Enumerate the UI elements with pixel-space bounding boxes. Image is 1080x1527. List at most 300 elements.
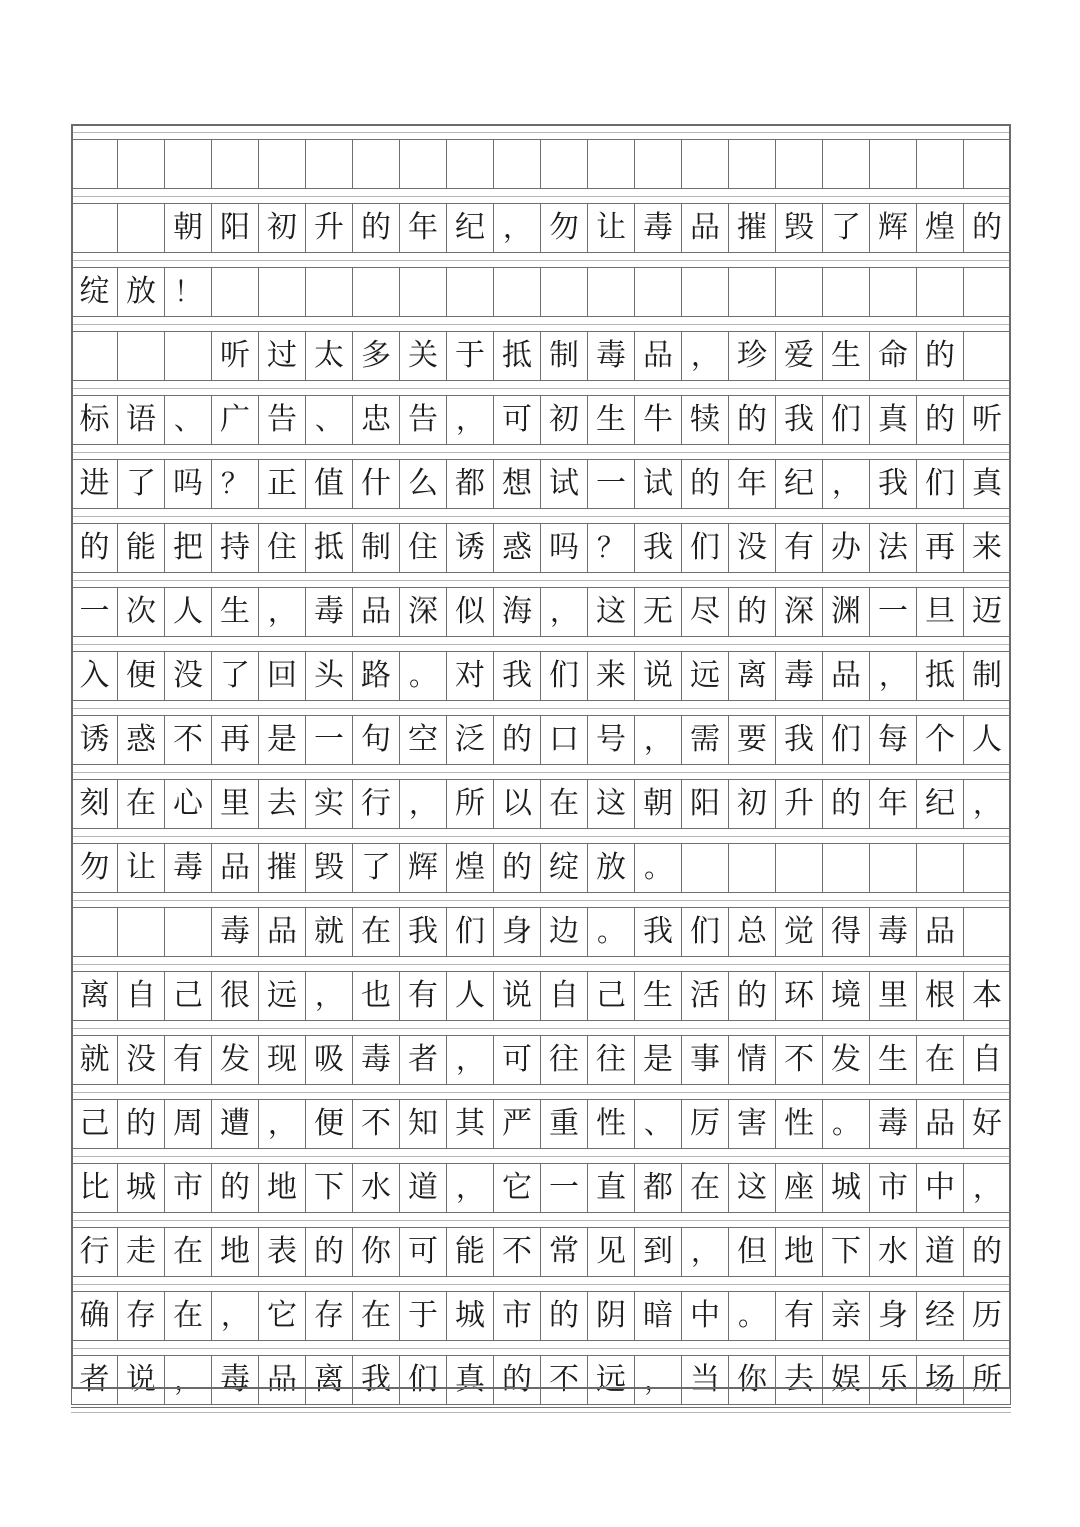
grid-cell: 我 (400, 908, 447, 956)
grid-cell: 其 (447, 1100, 494, 1148)
grid-cell: 们 (823, 716, 870, 764)
grid-cell: 再 (212, 716, 259, 764)
grid-cell: 直 (588, 1164, 635, 1212)
grid-cell (870, 140, 917, 188)
grid-cell: 勿 (71, 844, 118, 892)
grid-cell: ， (964, 780, 1011, 828)
grid-row (71, 396, 1011, 444)
grid-cell: 。 (729, 1292, 776, 1340)
grid-cell: 在 (353, 1292, 400, 1340)
grid-cell (823, 140, 870, 188)
grid-cell: 这 (588, 588, 635, 636)
grid-cell: 害 (729, 1100, 776, 1148)
grid-cell: 不 (353, 1100, 400, 1148)
grid-cell: 有 (776, 1292, 823, 1340)
grid-cell: 往 (541, 1036, 588, 1084)
row-divider (71, 316, 1011, 332)
grid-cell: 回 (259, 652, 306, 700)
grid-cell (447, 140, 494, 188)
grid-cell: 惑 (494, 524, 541, 572)
grid-cell: 头 (306, 652, 353, 700)
grid-cell: 我 (870, 460, 917, 508)
grid-cell (259, 268, 306, 316)
grid-cell: 刻 (71, 780, 118, 828)
grid-cell: 严 (494, 1100, 541, 1148)
grid-cell: 觉 (776, 908, 823, 956)
grid-cell: 抵 (494, 332, 541, 380)
grid-cell: 朝 (635, 780, 682, 828)
grid-cell: 没 (729, 524, 776, 572)
grid-cell: 可 (494, 396, 541, 444)
grid-cell: 没 (118, 1036, 165, 1084)
grid-cell: 初 (541, 396, 588, 444)
grid-cell (682, 268, 729, 316)
grid-cell: 在 (165, 1292, 212, 1340)
grid-cell: 都 (447, 460, 494, 508)
row-divider (71, 1340, 1011, 1356)
grid-cell: 当 (682, 1356, 729, 1404)
grid-cell: 次 (118, 588, 165, 636)
grid-cell: 。 (635, 844, 682, 892)
grid-row (71, 780, 1011, 828)
grid-cell: 得 (823, 908, 870, 956)
grid-cell: ， (682, 1228, 729, 1276)
grid-cell: 们 (541, 652, 588, 700)
grid-cell: 命 (870, 332, 917, 380)
grid-cell: 乐 (870, 1356, 917, 1404)
grid-cell: 年 (729, 460, 776, 508)
grid-cell: 城 (447, 1292, 494, 1340)
grid-cell (635, 268, 682, 316)
grid-cell: 于 (400, 1292, 447, 1340)
grid-cell: 泛 (447, 716, 494, 764)
grid-cell: 行 (353, 780, 400, 828)
grid-cell: 事 (682, 1036, 729, 1084)
grid-cell: 存 (118, 1292, 165, 1340)
grid-cell: 绽 (541, 844, 588, 892)
grid-cell: 要 (729, 716, 776, 764)
row-divider (71, 828, 1011, 844)
grid-cell: 牛 (635, 396, 682, 444)
grid-cell: 的 (682, 460, 729, 508)
grid-cell: 的 (917, 396, 964, 444)
grid-cell: ？ (588, 524, 635, 572)
grid-cell: 煌 (447, 844, 494, 892)
grid-cell: 似 (447, 588, 494, 636)
grid-cell: 活 (682, 972, 729, 1020)
grid-cell: 犊 (682, 396, 729, 444)
grid-cell: 亲 (823, 1292, 870, 1340)
grid-cell (165, 332, 212, 380)
grid-cell: 听 (964, 396, 1011, 444)
grid-cell: 入 (71, 652, 118, 700)
grid-cell (494, 140, 541, 188)
grid-cell: 你 (729, 1356, 776, 1404)
row-divider (71, 444, 1011, 460)
grid-cell: 在 (541, 780, 588, 828)
grid-cell: 到 (635, 1228, 682, 1276)
grid-cell: 见 (588, 1228, 635, 1276)
grid-cell: 生 (823, 332, 870, 380)
grid-cell: 的 (306, 1228, 353, 1276)
row-divider (71, 188, 1011, 204)
grid-cell (118, 332, 165, 380)
grid-cell: 口 (541, 716, 588, 764)
grid-cell (823, 844, 870, 892)
grid-cell: 太 (306, 332, 353, 380)
grid-cell: 娱 (823, 1356, 870, 1404)
grid-cell: 让 (118, 844, 165, 892)
grid-cell (118, 908, 165, 956)
grid-cell (118, 140, 165, 188)
grid-cell: 这 (588, 780, 635, 828)
grid-row (71, 1100, 1011, 1148)
grid-cell: 心 (165, 780, 212, 828)
row-divider (71, 572, 1011, 588)
grid-cell (776, 268, 823, 316)
grid-cell: 制 (964, 652, 1011, 700)
grid-cell: 远 (588, 1356, 635, 1404)
grid-cell: 吗 (541, 524, 588, 572)
grid-cell: 的 (71, 524, 118, 572)
grid-cell: 句 (353, 716, 400, 764)
grid-cell: 需 (682, 716, 729, 764)
grid-cell: 根 (917, 972, 964, 1020)
grid-cell: 城 (823, 1164, 870, 1212)
grid-cell: 自 (964, 1036, 1011, 1084)
grid-cell: 法 (870, 524, 917, 572)
grid-cell: 道 (400, 1164, 447, 1212)
grid-cell (71, 204, 118, 252)
grid-cell: 实 (306, 780, 353, 828)
grid-cell: 现 (259, 1036, 306, 1084)
grid-cell: 的 (118, 1100, 165, 1148)
grid-cell: 说 (118, 1356, 165, 1404)
grid-cell (165, 140, 212, 188)
grid-cell: 、 (306, 396, 353, 444)
grid-cell: 你 (353, 1228, 400, 1276)
grid-cell (870, 844, 917, 892)
grid-cell: 市 (494, 1292, 541, 1340)
grid-row (71, 972, 1011, 1020)
grid-cell (212, 268, 259, 316)
grid-cell: 去 (259, 780, 306, 828)
grid-cell: 不 (776, 1036, 823, 1084)
grid-cell: 它 (494, 1164, 541, 1212)
grid-cell: 来 (964, 524, 1011, 572)
grid-row (71, 1036, 1011, 1084)
grid-cell: 总 (729, 908, 776, 956)
grid-cell: 在 (353, 908, 400, 956)
grid-cell: ， (682, 332, 729, 380)
grid-cell: 们 (917, 460, 964, 508)
grid-cell: 每 (870, 716, 917, 764)
grid-cell: 。 (400, 652, 447, 700)
grid-cell (71, 140, 118, 188)
grid-cell (729, 268, 776, 316)
grid-cell: 境 (823, 972, 870, 1020)
grid-cell: 毒 (306, 588, 353, 636)
grid-cell: ， (541, 588, 588, 636)
grid-cell: 不 (165, 716, 212, 764)
grid-cell: 忠 (353, 396, 400, 444)
grid-cell (682, 140, 729, 188)
grid-cell: 煌 (917, 204, 964, 252)
grid-cell: ， (306, 972, 353, 1020)
grid-cell: 迈 (964, 588, 1011, 636)
grid-cell (353, 140, 400, 188)
grid-cell (165, 908, 212, 956)
grid-cell: 试 (635, 460, 682, 508)
grid-cell: 边 (541, 908, 588, 956)
grid-row (71, 524, 1011, 572)
grid-cell: 表 (259, 1228, 306, 1276)
grid-cell: 性 (588, 1100, 635, 1148)
grid-cell: 放 (118, 268, 165, 316)
grid-cell: 厉 (682, 1100, 729, 1148)
grid-cell: 以 (494, 780, 541, 828)
grid-cell: 毒 (588, 332, 635, 380)
grid-cell: 把 (165, 524, 212, 572)
grid-cell: 语 (118, 396, 165, 444)
grid-cell: 品 (259, 1356, 306, 1404)
grid-cell: 一 (71, 588, 118, 636)
grid-cell: 离 (71, 972, 118, 1020)
grid-cell: 号 (588, 716, 635, 764)
row-divider (71, 1212, 1011, 1228)
row-divider (71, 700, 1011, 716)
grid-cell: 勿 (541, 204, 588, 252)
grid-cell: 的 (353, 204, 400, 252)
grid-cell: 摧 (259, 844, 306, 892)
row-divider (71, 1084, 1011, 1100)
grid-cell: 关 (400, 332, 447, 380)
grid-cell: ， (870, 652, 917, 700)
grid-cell: 离 (306, 1356, 353, 1404)
grid-cell: 下 (306, 1164, 353, 1212)
grid-cell (776, 140, 823, 188)
grid-row (71, 140, 1011, 188)
grid-cell (964, 140, 1011, 188)
grid-cell: 深 (776, 588, 823, 636)
grid-cell: 毒 (635, 204, 682, 252)
grid-cell: 的 (541, 1292, 588, 1340)
grid-cell: 生 (870, 1036, 917, 1084)
grid-cell (964, 908, 1011, 956)
grid-cell: 座 (776, 1164, 823, 1212)
grid-cell: 初 (259, 204, 306, 252)
grid-cell: 历 (964, 1292, 1011, 1340)
grid-cell: 地 (259, 1164, 306, 1212)
grid-cell: ， (964, 1164, 1011, 1212)
grid-cell: 住 (400, 524, 447, 572)
grid-cell: 有 (165, 1036, 212, 1084)
grid-cell: 路 (353, 652, 400, 700)
grid-cell: 里 (870, 972, 917, 1020)
grid-cell: 毁 (306, 844, 353, 892)
grid-cell: 的 (494, 844, 541, 892)
grid-cell: 品 (635, 332, 682, 380)
grid-row (71, 908, 1011, 956)
row-divider (71, 252, 1011, 268)
grid-cell: 下 (823, 1228, 870, 1276)
grid-cell: 们 (682, 524, 729, 572)
grid-cell: 再 (917, 524, 964, 572)
grid-cell: 旦 (917, 588, 964, 636)
grid-cell (588, 268, 635, 316)
grid-cell (588, 140, 635, 188)
grid-cell (964, 332, 1011, 380)
grid-cell: 一 (588, 460, 635, 508)
grid-cell: 便 (118, 652, 165, 700)
grid-cell: 身 (494, 908, 541, 956)
grid-cell: 了 (118, 460, 165, 508)
grid-cell: 者 (400, 1036, 447, 1084)
grid-cell: 珍 (729, 332, 776, 380)
grid-cell: 。 (588, 908, 635, 956)
grid-cell (964, 268, 1011, 316)
grid-row (71, 204, 1011, 252)
grid-cell: 品 (823, 652, 870, 700)
grid-cell: 正 (259, 460, 306, 508)
grid-cell (870, 268, 917, 316)
grid-cell: ， (635, 1356, 682, 1404)
grid-cell: 生 (212, 588, 259, 636)
grid-cell: 标 (71, 396, 118, 444)
grid-cell: 品 (917, 1100, 964, 1148)
grid-row (71, 1356, 1011, 1404)
grid-cell (917, 268, 964, 316)
grid-cell (71, 908, 118, 956)
grid-cell: 毁 (776, 204, 823, 252)
grid-cell: 毒 (353, 1036, 400, 1084)
grid-cell: 生 (635, 972, 682, 1020)
grid-cell: 往 (588, 1036, 635, 1084)
grid-cell: 渊 (823, 588, 870, 636)
grid-cell: 告 (259, 396, 306, 444)
grid-cell: 行 (71, 1228, 118, 1276)
grid-cell: 场 (917, 1356, 964, 1404)
grid-cell: 走 (118, 1228, 165, 1276)
grid-cell: 一 (541, 1164, 588, 1212)
grid-cell: 地 (212, 1228, 259, 1276)
grid-cell: 纪 (447, 204, 494, 252)
grid-cell: 好 (964, 1100, 1011, 1148)
grid-row (71, 332, 1011, 380)
grid-cell: 自 (541, 972, 588, 1020)
grid-cell: 毒 (212, 908, 259, 956)
grid-cell: 己 (71, 1100, 118, 1148)
row-divider (71, 124, 1011, 140)
grid-cell: 阳 (682, 780, 729, 828)
grid-cell: 是 (259, 716, 306, 764)
row-divider (71, 764, 1011, 780)
grid-cell: 、 (165, 396, 212, 444)
grid-cell: 己 (588, 972, 635, 1020)
grid-cell: 我 (776, 396, 823, 444)
grid-cell: 放 (588, 844, 635, 892)
grid-row (71, 1228, 1011, 1276)
grid-cell (212, 140, 259, 188)
grid-cell: 真 (447, 1356, 494, 1404)
grid-cell (964, 844, 1011, 892)
grid-cell: 们 (447, 908, 494, 956)
grid-cell: 想 (494, 460, 541, 508)
grid-cell: 的 (729, 972, 776, 1020)
grid-row (71, 460, 1011, 508)
grid-cell (306, 140, 353, 188)
grid-cell: 听 (212, 332, 259, 380)
grid-cell: 升 (306, 204, 353, 252)
grid-cell: 本 (964, 972, 1011, 1020)
grid-cell (494, 268, 541, 316)
grid-cell: 周 (165, 1100, 212, 1148)
grid-cell: 的 (823, 780, 870, 828)
grid-cell: ， (212, 1292, 259, 1340)
grid-cell: 可 (494, 1036, 541, 1084)
grid-cell: 升 (776, 780, 823, 828)
grid-cell: 毒 (870, 1100, 917, 1148)
grid-cell: 能 (118, 524, 165, 572)
grid-cell: 的 (964, 204, 1011, 252)
grid-cell: 品 (682, 204, 729, 252)
grid-cell: 广 (212, 396, 259, 444)
grid-cell: 没 (165, 652, 212, 700)
grid-cell: 中 (682, 1292, 729, 1340)
row-divider (71, 1404, 1011, 1408)
grid-cell: 人 (964, 716, 1011, 764)
grid-cell (682, 844, 729, 892)
grid-cell: ， (259, 1100, 306, 1148)
row-divider (71, 892, 1011, 908)
grid-cell: 就 (306, 908, 353, 956)
row-divider (71, 956, 1011, 972)
grid-cell: 情 (729, 1036, 776, 1084)
grid-cell: 诱 (447, 524, 494, 572)
grid-cell: 我 (635, 908, 682, 956)
grid-cell: 阳 (212, 204, 259, 252)
grid-cell (400, 268, 447, 316)
grid-cell: 。 (823, 1100, 870, 1148)
grid-cell: 我 (353, 1356, 400, 1404)
grid-cell: 尽 (682, 588, 729, 636)
grid-cell: 真 (964, 460, 1011, 508)
grid-cell: 纪 (776, 460, 823, 508)
grid-cell: 过 (259, 332, 306, 380)
grid-cell: 多 (353, 332, 400, 380)
grid-cell: 它 (259, 1292, 306, 1340)
grid-cell: 人 (165, 588, 212, 636)
grid-row (71, 716, 1011, 764)
grid-cell: 对 (447, 652, 494, 700)
grid-cell: 的 (917, 332, 964, 380)
grid-cell (306, 268, 353, 316)
grid-cell: 确 (71, 1292, 118, 1340)
grid-cell: 我 (494, 652, 541, 700)
grid-cell: 存 (306, 1292, 353, 1340)
grid-cell: ， (635, 716, 682, 764)
grid-cell: 也 (353, 972, 400, 1020)
grid-cell: 阴 (588, 1292, 635, 1340)
grid-cell: 知 (400, 1100, 447, 1148)
grid-cell: 去 (776, 1356, 823, 1404)
grid-row (71, 844, 1011, 892)
grid-cell: 抵 (306, 524, 353, 572)
grid-cell: 了 (353, 844, 400, 892)
grid-cell: 市 (165, 1164, 212, 1212)
grid-cell: 品 (353, 588, 400, 636)
grid-cell: 个 (917, 716, 964, 764)
